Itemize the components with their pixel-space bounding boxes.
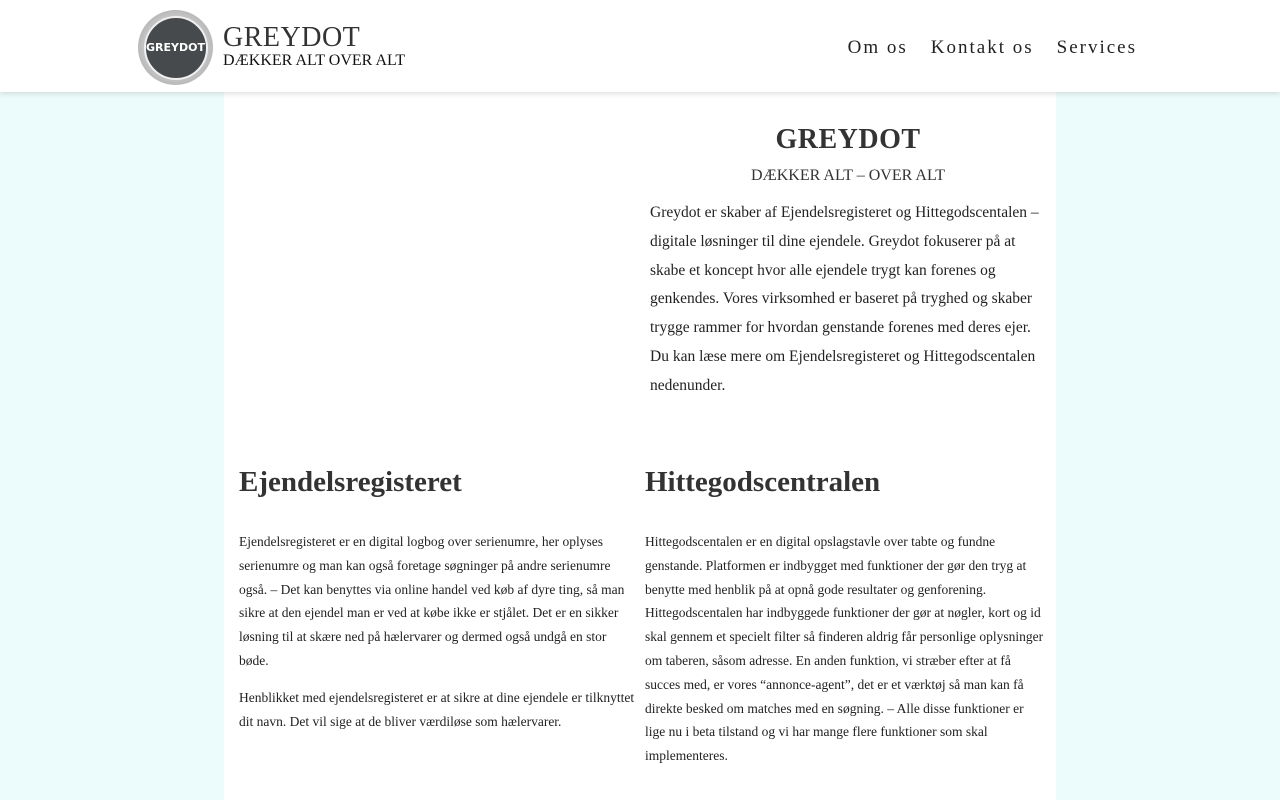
brand-tagline: DÆKKER ALT OVER ALT <box>223 52 406 69</box>
nav-link-kontakt-os[interactable]: Kontakt os <box>930 37 1034 58</box>
main-content <box>224 92 1056 800</box>
hero-text: Greydot er skaber af Ejendelsregisteret og Hittegodscentalen – digitale løsninger til dine ejendele. Greydot fokuserer på at skabe et koncept hvor alle ejendele trygt kan forenes og genkendes. Vores virksomhed er baseret på tryghed og skaber trygge rammer for hvordan genstande forenes med deres ejer. Du kan læse mere om Ejendelsregisteret og Hittegodscentalen nedenunder. <box>650 204 1039 394</box>
logo-badge[interactable] <box>138 10 213 85</box>
logo-circle <box>144 16 208 80</box>
nav-link-om-os[interactable]: Om os <box>847 37 908 58</box>
section-body-hittegodscentralen <box>645 530 1045 781</box>
main-nav <box>848 37 1137 59</box>
logo-text: GREYDOT <box>146 41 205 54</box>
hero-subtitle: DÆKKER ALT – OVER ALT <box>750 167 946 184</box>
paragraph: Ejendelsregisteret er en digital logbog over serienumre, her oplyses serienumre og man kan også foretage søgninger på andre serienumre også. – Det kan benyttes via online handel ved køb af dyre ting, så man sikre at den ejendel man er ved at købe ikke er stjålet. Det er en sikker løsning til at skære ned på hælervarer og dermed også undgå en stor bøde. <box>239 534 625 668</box>
hero-title: GREYDOT <box>775 124 921 155</box>
section-title-hittegodscentralen: Hittegodscentralen <box>645 466 881 498</box>
section-title-ejendelsregisteret: Ejendelsregisteret <box>239 466 462 498</box>
paragraph: Hittegodscentalen er en digital opslagstavle over tabte og fundne genstande. Platformen er indbygget med funktioner der gør den tryg at benytte med henblik på at opnå gode resultater og genforening. Hittegodscentalen har indbyggede funktioner der gør at nøgler, kort og id skal gennem et specielt filter så finderen aldrig får personlige oplysninger om taberen, såsom adresse. En anden funktion, vi stræber efter at få succes med, er vores “annonce-agent”, det er et værktøj så man kan få direkte besked om matches med en søgning. – Alle disse funktioner er lige nu i beta tilstand og vi har mange flere funktioner som skal implementeres. <box>645 534 1044 764</box>
brand-name[interactable]: GREYDOT <box>223 22 361 53</box>
site-header <box>0 0 1280 92</box>
section-body-ejendelsregisteret <box>239 530 639 746</box>
nav-link-services[interactable]: Services <box>1056 37 1137 58</box>
paragraph: Henblikket med ejendelsregisteret er at sikre at dine ejendele er tilknyttet dit navn. Det vil sige at de bliver værdiløse som hælervarer. <box>239 689 635 729</box>
